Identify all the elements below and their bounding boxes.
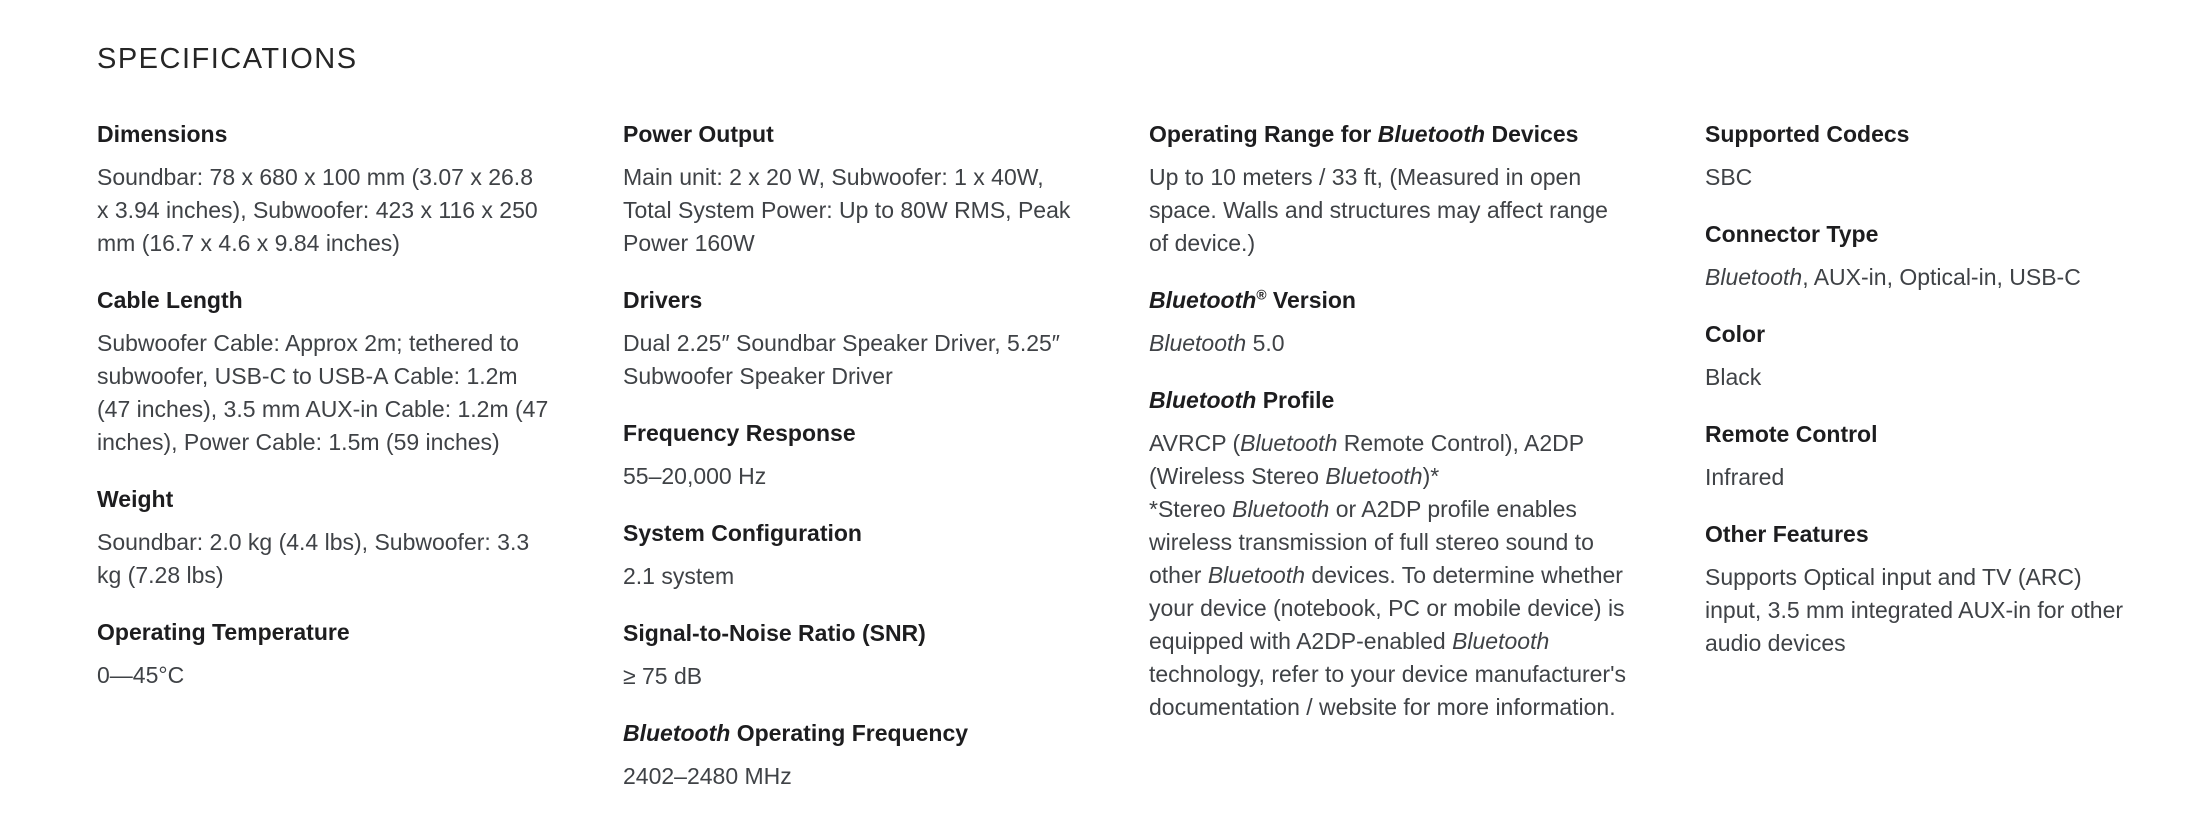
plain-text: )* <box>1422 463 1440 489</box>
spec-heading <box>1705 520 2135 549</box>
spec-heading <box>1705 320 2135 349</box>
spec-section <box>623 286 1075 393</box>
plain-text: Remote Control), A2DP (Wireless Stereo <box>1149 430 1584 489</box>
spec-value <box>1705 561 2135 660</box>
plain-text: Soundbar: 78 x 680 x 100 mm (3.07 x 26.8 x 3.94 inches), Subwoofer: 423 x 116 x 250 mm (16.7 x 4.6 x 9.84 inches) <box>97 164 538 256</box>
spec-heading <box>1705 420 2135 449</box>
spec-value <box>1705 461 2135 494</box>
plain-text: Up to 10 meters / 33 ft, (Measured in open space. Walls and structures may affect range of device.) <box>1149 164 1608 256</box>
plain-text: 2.1 system <box>623 563 735 589</box>
spec-value <box>623 460 1075 493</box>
spec-value <box>623 327 1075 393</box>
spec-section <box>623 120 1075 260</box>
italic-text: Bluetooth <box>623 720 731 746</box>
plain-text: Operating Frequency <box>730 720 969 746</box>
spec-section <box>97 120 549 260</box>
plain-text: Devices <box>1485 121 1579 147</box>
plain-text: Power Output <box>623 121 774 147</box>
spec-section <box>1705 520 2135 660</box>
spec-column-3 <box>1149 120 1631 750</box>
italic-text: Bluetooth <box>1149 287 1257 313</box>
spec-value <box>1149 161 1631 260</box>
plain-text: Operating Temperature <box>97 619 350 645</box>
plain-text: 5.0 <box>1246 330 1285 356</box>
italic-text: Bluetooth <box>1207 562 1306 588</box>
spec-columns <box>97 120 2200 819</box>
spec-value <box>97 327 549 459</box>
spec-value <box>1149 427 1631 724</box>
spec-value <box>97 659 549 692</box>
italic-text: Bluetooth <box>1452 628 1550 654</box>
spec-value <box>623 560 1075 593</box>
plain-text: , AUX-in, Optical-in, USB-C <box>1802 264 2081 290</box>
spec-column-2 <box>623 120 1075 819</box>
spec-value <box>1149 327 1631 360</box>
spec-section <box>1149 120 1631 260</box>
plain-text: SBC <box>1705 164 1753 190</box>
spec-section <box>97 485 549 592</box>
plain-text: Supported Codecs <box>1705 121 1910 147</box>
plain-text: 2402–2480 MHz <box>623 763 792 789</box>
spec-section <box>1705 220 2135 294</box>
plain-text: Dimensions <box>97 121 228 147</box>
plain-text: Frequency Response <box>623 420 856 446</box>
plain-text: devices. To determine whether your device (notebook, PC or mobile device) is equipped with A2DP-enabled <box>1149 562 1625 654</box>
spec-value <box>97 526 549 592</box>
spec-column-4 <box>1705 120 2135 686</box>
plain-text: Profile <box>1256 387 1335 413</box>
italic-text: Bluetooth <box>1232 496 1330 522</box>
plain-text: 55–20,000 Hz <box>623 463 767 489</box>
spec-value <box>1705 161 2135 194</box>
italic-text: Bluetooth <box>1377 121 1486 147</box>
spec-heading <box>1149 386 1631 415</box>
spec-heading <box>1149 286 1631 315</box>
spec-value <box>97 161 549 260</box>
spec-value <box>1705 261 2135 294</box>
plain-text: 0—45°C <box>97 662 185 688</box>
plain-text: Drivers <box>623 287 703 313</box>
plain-text: ≥ 75 dB <box>623 663 703 689</box>
plain-text: Subwoofer Cable: Approx 2m; tethered to subwoofer, USB-C to USB-A Cable: 1.2m (47 inches), 3.5 mm AUX-in Cable: 1.2m (47 inches), Power Cable: 1.5m (59 inches) <box>97 330 549 455</box>
plain-text: Cable Length <box>97 287 243 313</box>
spec-value <box>623 660 1075 693</box>
plain-text: Infrared <box>1705 464 1785 490</box>
spec-heading <box>1705 120 2135 149</box>
plain-text: Supports Optical input and TV (ARC) input, 3.5 mm integrated AUX-in for other audio devices <box>1705 564 2124 656</box>
italic-text: Bluetooth <box>1149 330 1247 356</box>
plain-text: AVRCP ( <box>1149 430 1241 456</box>
plain-text: Black <box>1705 364 1762 390</box>
spec-section <box>1705 320 2135 394</box>
italic-text: Bluetooth <box>1325 463 1423 489</box>
spec-heading <box>623 120 1075 149</box>
plain-text: Dual 2.25″ Soundbar Speaker Driver, 5.25″ Subwoofer Speaker Driver <box>623 330 1060 389</box>
spec-value <box>1705 361 2135 394</box>
spec-section <box>1149 286 1631 360</box>
plain-text: System Configuration <box>623 520 862 546</box>
spec-heading <box>623 519 1075 548</box>
plain-text: *Stereo <box>1149 496 1233 522</box>
spec-section <box>1705 420 2135 494</box>
spec-heading <box>1705 220 2135 249</box>
spec-value <box>623 760 1075 793</box>
page-title: SPECIFICATIONS <box>97 43 358 75</box>
plain-text: Weight <box>97 486 174 512</box>
plain-text: Signal-to-Noise Ratio (SNR) <box>623 620 926 646</box>
spec-heading <box>97 485 549 514</box>
spec-section <box>1149 386 1631 724</box>
spec-heading <box>97 286 549 315</box>
italic-text: Bluetooth <box>1705 264 1803 290</box>
spec-section <box>623 519 1075 593</box>
plain-text: Other Features <box>1705 521 1869 547</box>
spec-column-1 <box>97 120 549 718</box>
spec-heading <box>97 120 549 149</box>
spec-section <box>1705 120 2135 194</box>
spec-section <box>97 286 549 459</box>
spec-section <box>623 619 1075 693</box>
italic-text: Bluetooth <box>1149 387 1257 413</box>
plain-text: Connector Type <box>1705 221 1879 247</box>
spec-section <box>623 719 1075 793</box>
plain-text: or A2DP profile enables wireless transmission of full stereo sound to other <box>1149 496 1594 588</box>
spec-heading <box>623 719 1075 748</box>
plain-text: Operating Range for <box>1149 121 1378 147</box>
spec-section <box>97 618 549 692</box>
italic-text: Bluetooth <box>1240 430 1338 456</box>
spec-heading <box>1149 120 1631 149</box>
plain-text: Remote Control <box>1705 421 1878 447</box>
spec-heading <box>97 618 549 647</box>
plain-text: Soundbar: 2.0 kg (4.4 lbs), Subwoofer: 3.3 kg (7.28 lbs) <box>97 529 530 588</box>
plain-text: Main unit: 2 x 20 W, Subwoofer: 1 x 40W, Total System Power: Up to 80W RMS, Peak Power 160W <box>623 164 1071 256</box>
plain-text: technology, refer to your device manufacturer's documentation / website for more information. <box>1149 661 1626 720</box>
plain-text: Version <box>1266 287 1356 313</box>
spec-section <box>623 419 1075 493</box>
spec-heading <box>623 286 1075 315</box>
spec-value <box>623 161 1075 260</box>
plain-text: Color <box>1705 321 1766 347</box>
spec-heading <box>623 419 1075 448</box>
spec-heading <box>623 619 1075 648</box>
registered-mark: ® <box>1256 287 1267 303</box>
